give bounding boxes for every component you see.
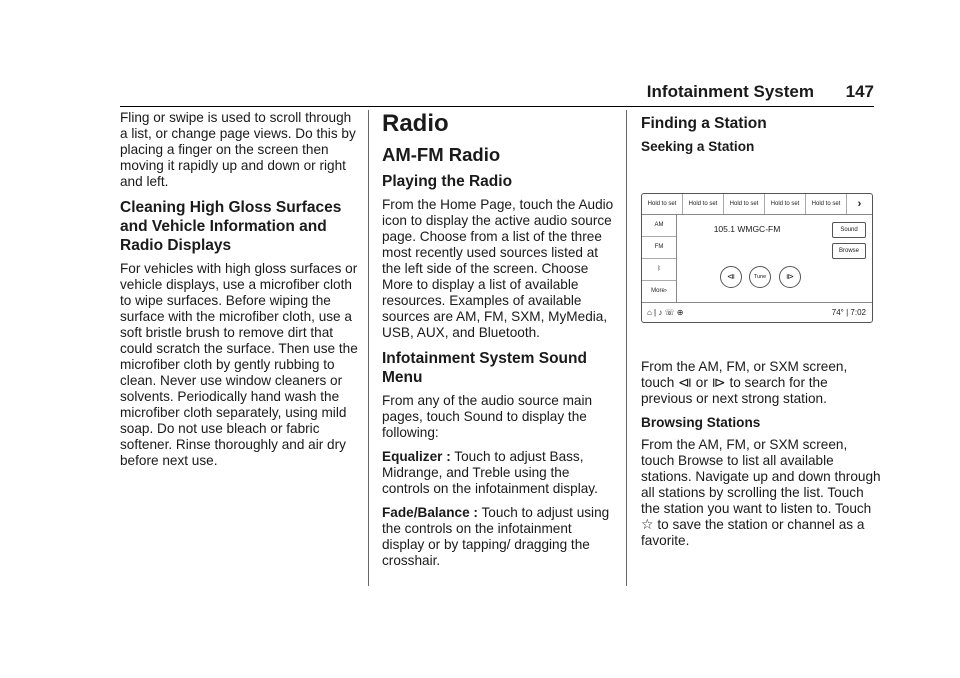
column-left — [120, 110, 360, 477]
column-divider — [626, 110, 627, 586]
seeking-heading: Seeking a Station — [641, 139, 755, 154]
source-fm: FM — [642, 237, 676, 259]
browse-paragraph: From the AM, FM, or SXM screen, touch Browse to list all available stations. Navigate up and down through all stations by scrolling the list. Touch the station you want to listen to. Touch ☆ to save the station or channel as a favorite. — [641, 437, 881, 548]
equalizer-entry — [382, 449, 614, 497]
section-title: Infotainment System — [646, 82, 814, 101]
source-list — [642, 215, 677, 302]
fade-text: Touch to adjust using the controls on the infotainment display or by tapping/ dragging the crosshair. — [382, 505, 610, 568]
playing-paragraph: From the Home Page, touch the Audio icon to display the active audio source page. Choose from a list of the three most recently used sources listed at the left side of the screen. Choose More to display a list of available resources. Examples of available sources are AM, FM, SXM, MyMedia, USB, AUX, and Bluetooth. — [382, 197, 614, 340]
radio-screen-illustration — [641, 193, 873, 323]
column-divider — [368, 110, 369, 586]
page-header — [0, 82, 960, 106]
bluetooth-icon: ᛒ — [642, 259, 676, 281]
station-name: 105.1 WMGC-FM — [713, 224, 781, 234]
preset-bar — [642, 194, 872, 215]
header-rule — [120, 106, 874, 107]
preset-slot: Hold to set — [642, 194, 683, 214]
fade-entry — [382, 505, 614, 569]
cleaning-paragraph: For vehicles with high gloss surfaces or vehicle displays, use a microfiber cloth to wipe surfaces. Before wiping the surface with the microfiber cloth, use a soft bristle brush to remove dirt that could scratch the surface. Then use the microfiber cloth by gently rubbing to clean. Never use window cleaners or solvents. Periodically hand wash the microfiber cloth separately, using mild soap. Do not use bleach or fabric softener. Rinse thoroughly and air dry before next use. — [120, 261, 358, 468]
page-number: 147 — [845, 82, 874, 101]
equalizer-term: Equalizer : — [382, 449, 451, 464]
playing-heading: Playing the Radio — [382, 173, 513, 190]
temperature: 74° — [831, 308, 844, 317]
source-am: AM — [642, 215, 676, 237]
finding-heading: Finding a Station — [641, 115, 767, 132]
cleaning-heading: Cleaning High Gloss Surfaces and Vehicle Information and Radio Displays — [120, 199, 342, 254]
seek-back-icon: ⧏ — [678, 375, 693, 391]
status-icons: ⌂ | ♪ ☏ ⊕ — [647, 308, 684, 317]
status-readout: 74° | 7:02 — [831, 308, 866, 317]
browsing-heading: Browsing Stations — [641, 415, 761, 430]
sound-menu-paragraph: From any of the audio source main pages, touch Sound to display the following: — [382, 393, 593, 440]
seek-back-icon: ⧏ — [720, 266, 742, 288]
fling-paragraph: Fling or swipe is used to scroll through a list, or change page views. Do this by placing a finger on the screen then moving it rapidly up and down or right and left. — [120, 110, 356, 189]
preset-slot: Hold to set — [683, 194, 724, 214]
fade-term: Fade/Balance : — [382, 505, 478, 520]
clock: 7:02 — [850, 308, 866, 317]
seek-forward-icon: ⧐ — [779, 266, 801, 288]
seek-forward-icon: ⧐ — [711, 375, 726, 391]
preset-slot: Hold to set — [765, 194, 806, 214]
radio-heading: Radio — [382, 110, 449, 137]
equalizer-text: Touch to adjust Bass, Midrange, and Treble using the controls on the infotainment display. — [382, 449, 598, 496]
amfm-heading: AM-FM Radio — [382, 144, 501, 165]
browse-button: Browse — [832, 243, 866, 259]
column-middle — [382, 110, 614, 577]
seek-paragraph: From the AM, FM, or SXM screen, touch ⧏ or ⧐ to search for the previous or next strong station. — [641, 359, 848, 406]
preset-slot: Hold to set — [806, 194, 847, 214]
chevron-right-icon: › — [857, 198, 862, 210]
favorite-star-icon: ☆ — [641, 517, 654, 533]
column-right — [641, 110, 881, 557]
source-more: More› — [642, 281, 676, 303]
preset-slot: Hold to set — [724, 194, 765, 214]
sound-button: Sound — [832, 222, 866, 238]
tune-button: Tune — [749, 266, 771, 288]
sound-menu-heading: Infotainment System Sound Menu — [382, 350, 587, 386]
status-bar — [642, 302, 872, 322]
